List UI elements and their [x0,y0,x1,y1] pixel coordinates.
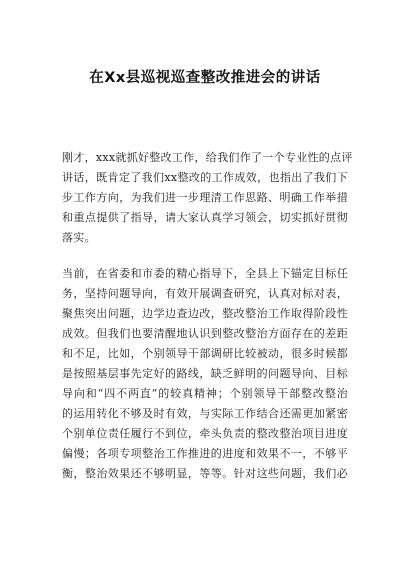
text-line: 和重点提供了指导，请大家认真学习领会，切实抓好贯彻 [62,211,348,224]
text-line: 当前，在省委和市委的精心指导下，全县上下锚定目标任 [62,267,348,280]
text-line: 刚才，xxx就抓好整改工作，给我们作了一个专业性的点评 [62,151,353,164]
text-line: 偏慢；各项专项整治工作推进的进度和效果不一，不够平 [62,447,348,460]
text-line: 的运用转化不够及时有效，与实际工作结合还需更加紧密 [62,407,348,420]
text-line: 讲话，既肯定了我们xx整改的工作成效，也指出了我们下 [62,171,348,184]
text-line: 是按照基层事先定好的路线，缺乏鲜明的问题导向、目标 [62,367,348,380]
text-line: 务，坚持问题导向，有效开展调查研究，认真对标对表， [62,287,348,300]
document-title: 在Xx县巡视巡查整改推进会的讲话 [89,70,321,86]
text-line: 聚焦突出问题，边学边查边改，整改整治工作取得阶段性 [62,307,348,320]
text-line: 和不足，比如，个别领导干部调研比较被动，很多时候都 [62,347,348,360]
text-line: 导向和“四不两直”的较真精神；个别领导干部整改整治 [62,387,348,400]
text-line: 个别单位责任履行不到位，牵头负责的整改整治项目进度 [62,427,348,440]
text-line: 落实。 [62,231,96,244]
document-body [62,148,353,500]
text-line: 步工作方向，为我们进一步理清工作思路、明确工作举措 [62,191,348,204]
text-line: 衡，整治效果还不够明显，等等。针对这些问题，我们必 [62,467,348,480]
text-line: 成效。但我们也要清醒地认识到整改整治方面存在的差距 [62,327,348,340]
paragraph-2 [62,264,348,484]
paragraph-1 [62,148,353,248]
